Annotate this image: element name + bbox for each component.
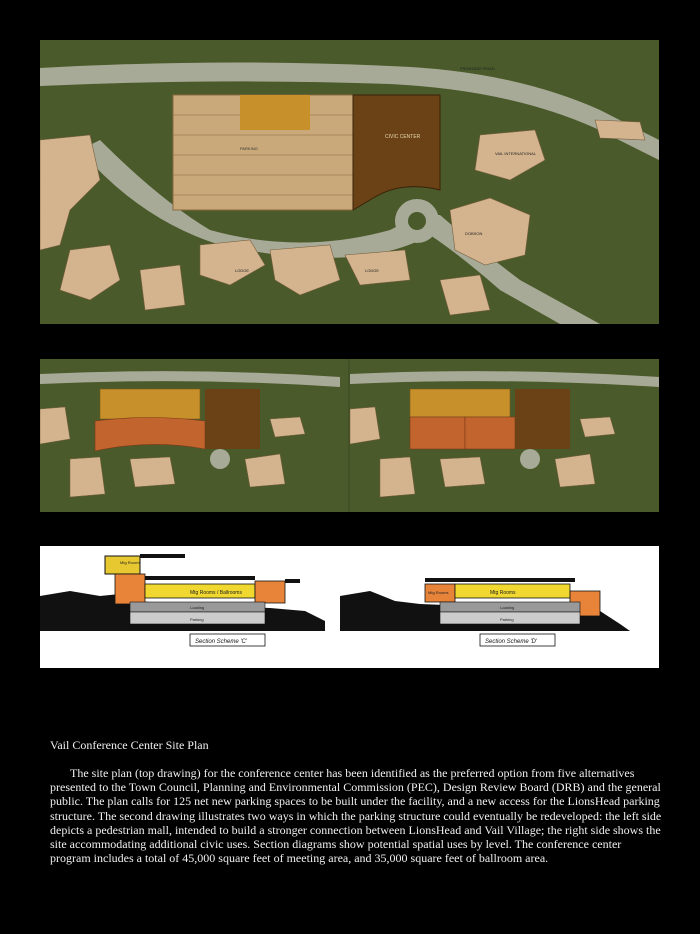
entry-plaza — [240, 95, 310, 130]
scheme-c-ballroom-label: Mtg Rooms / Ballrooms — [190, 590, 242, 596]
scheme-d-loading-label: Loading — [500, 605, 515, 610]
document-title: Vail Conference Center Site Plan — [50, 738, 209, 752]
dobson-label: DOBSON — [465, 231, 483, 236]
document-body: The site plan (top drawing) for the conference center has been identified as the preferred option from five alternatives presented to the Town Council, Planning and Environmental Commission (PEC), Design Review Board (DRB) and the general public. The plan calls for 125 net new parking spaces to be built under the facility, and a new access for the LionsHead parking structure. The second drawing illustrates two ways in which the parking structure could eventually be redeveloped: the left side depicts a pedestrian mall, intended to build a stronger connection between LionsHead and Vail Village; the right side shows the site accommodating additional civic uses. Section diagrams show potential spatial uses by level. The conference center program includes a total of 45,000 square feet of meeting area, and 35,000 square feet of ballroom area. — [50, 766, 662, 866]
site-plan-drawing — [40, 40, 659, 324]
vail-international-label: VAIL INTERNATIONAL — [495, 151, 537, 156]
scheme-d-title: Section Scheme 'D' — [485, 639, 537, 645]
scheme-c-parking-label: Parking — [190, 617, 204, 622]
scheme-c-title: Section Scheme 'C' — [195, 639, 247, 645]
alternative-plans-svg — [40, 359, 659, 512]
lodge-label-1: LODGE — [235, 268, 250, 273]
parking-label: PARKING — [240, 146, 258, 151]
scheme-c-meeting-label: Mtg Rooms — [120, 560, 141, 565]
scheme-d-meeting-label: Mtg Rooms — [490, 590, 516, 596]
alternative-plans-drawing — [40, 359, 659, 512]
civic-center-label: CIVIC CENTER — [385, 134, 421, 140]
building-east — [595, 120, 645, 140]
scheme-c-loading-label: Loading — [190, 605, 205, 610]
scheme-d-meeting-left-label: Mtg Rooms — [428, 590, 449, 595]
frontage-road-label: FRONTAGE ROAD — [460, 66, 495, 71]
site-plan-svg — [40, 40, 659, 324]
section-diagrams — [40, 546, 659, 668]
building-south-1 — [140, 265, 185, 310]
section-diagrams-svg — [40, 546, 659, 668]
scheme-d-parking-label: Parking — [500, 617, 514, 622]
lodge-label-2: LODGE — [365, 268, 380, 273]
